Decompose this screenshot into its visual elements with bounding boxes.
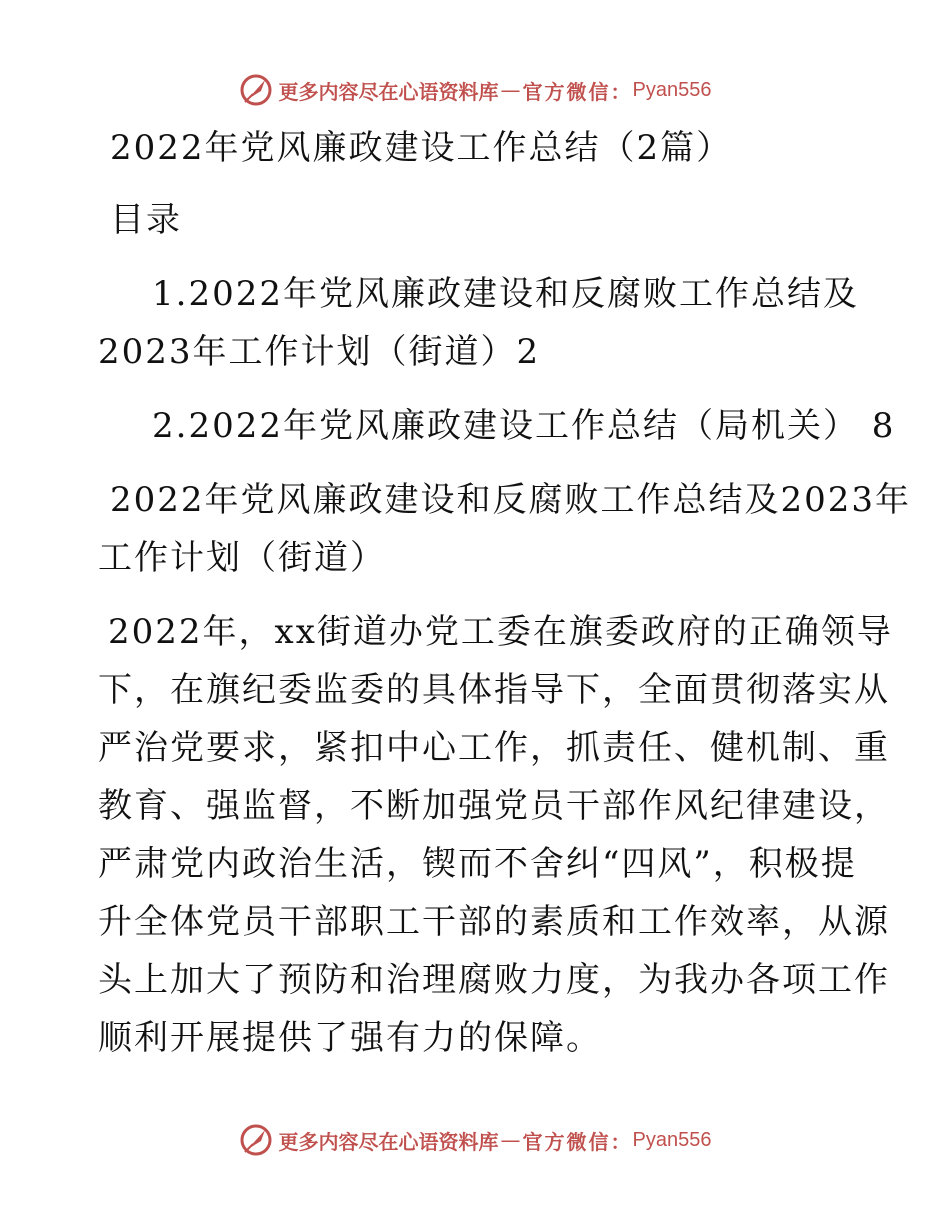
watermark-wechat-label: 官方微信： — [522, 79, 633, 104]
toc-item-2[interactable]: 2.2022年党风廉政建设工作总结（局机关） 8 — [152, 406, 896, 446]
paragraph-line-5: 严肃党内政治生活，锲而不舍纠“四风”，积极提 — [98, 844, 857, 884]
toc-heading: 目录 — [110, 200, 182, 240]
paragraph-line-7: 头上加大了预防和治理腐败力度，为我办各项工作 — [98, 960, 890, 1000]
section-title-line-1: 2022年党风廉政建设和反腐败工作总结及2023年 — [110, 480, 912, 520]
watermark-separator: — — [500, 78, 521, 102]
section-title-line-2: 工作计划（街道） — [98, 538, 386, 578]
watermark-text: 更多内容尽在心语资料库 — [278, 79, 499, 104]
toc-item-1-line-1[interactable]: 1.2022年党风廉政建设和反腐败工作总结及 — [152, 274, 859, 314]
paragraph-line-6: 升全体党员干部职工干部的素质和工作效率，从源 — [98, 902, 890, 942]
paragraph-line-2: 下，在旗纪委监委的具体指导下，全面贯彻落实从 — [98, 670, 890, 710]
paragraph-line-4: 教育、强监督，不断加强党员干部作风纪律建设， — [98, 786, 890, 826]
quill-logo-icon — [239, 73, 273, 107]
footer-watermark — [0, 1120, 950, 1160]
document-title: 2022年党风廉政建设工作总结（2篇） — [110, 128, 733, 168]
header-watermark — [0, 70, 950, 110]
watermark-separator: — — [500, 1128, 521, 1152]
watermark-wechat-id: Pyan556 — [632, 78, 712, 101]
toc-item-1-line-2[interactable]: 2023年工作计划（街道）2 — [98, 332, 541, 372]
paragraph-line-3: 严治党要求，紧扣中心工作，抓责任、健机制、重 — [98, 728, 890, 768]
paragraph-line-8: 顺利开展提供了强有力的保障。 — [98, 1018, 602, 1058]
watermark-wechat-id: Pyan556 — [632, 1128, 712, 1151]
watermark-text: 更多内容尽在心语资料库 — [278, 1129, 499, 1154]
paragraph-line-1: 2022年，xx街道办党工委在旗委政府的正确领导 — [108, 612, 893, 652]
watermark-wechat-label: 官方微信： — [522, 1129, 633, 1154]
quill-logo-icon — [239, 1123, 273, 1157]
